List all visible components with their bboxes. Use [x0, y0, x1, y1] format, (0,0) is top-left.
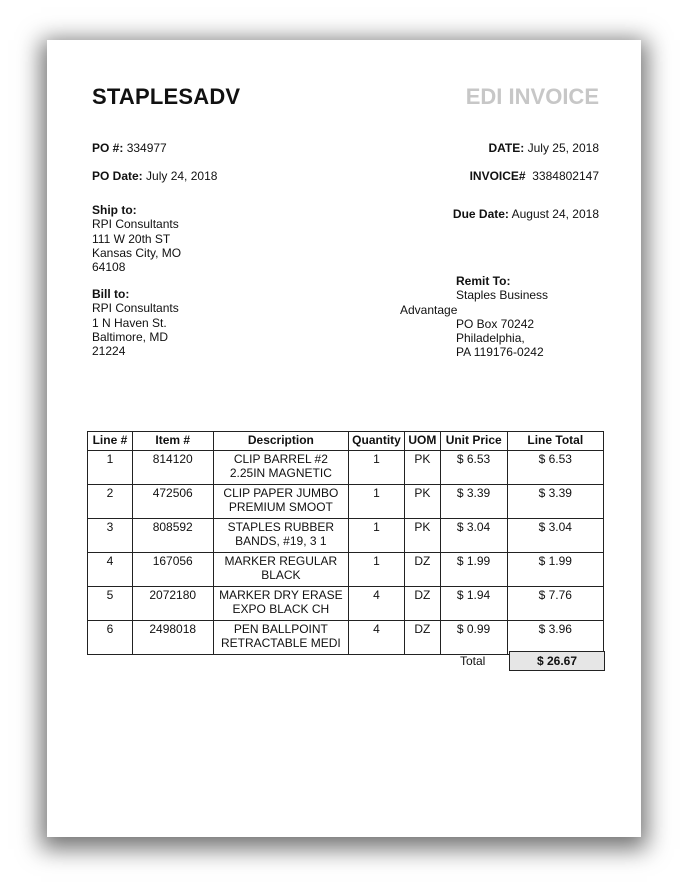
line-number-cell: 4: [88, 553, 133, 587]
bill-to-line: Baltimore, MD: [92, 329, 169, 344]
item-number-cell: 167056: [132, 553, 213, 587]
bill-to-line: 1 N Haven St.: [92, 315, 167, 330]
po-date-value: July 24, 2018: [146, 169, 218, 183]
remit-to-line: Philadelphia,: [456, 331, 525, 346]
invoice-number-value: 3384802147: [532, 169, 599, 183]
po-number-label: PO #:: [92, 141, 124, 155]
item-number-cell: 814120: [132, 451, 213, 485]
description-line: PREMIUM SMOOT: [228, 500, 333, 514]
quantity-cell: 1: [349, 553, 405, 587]
uom-cell: DZ: [404, 587, 440, 621]
unit-price-cell: $ 0.99: [440, 621, 507, 655]
description-line: BANDS, #19, 3 1: [235, 534, 327, 548]
item-number-cell: 808592: [132, 519, 213, 553]
unit-price-cell: $ 1.99: [440, 553, 507, 587]
invoice-page: [47, 40, 641, 837]
description-cell: [213, 621, 349, 655]
line-number-cell: 3: [88, 519, 133, 553]
item-number-cell: 2072180: [132, 587, 213, 621]
item-number-cell: 472506: [132, 485, 213, 519]
bill-to-block: [92, 287, 292, 358]
line-total-cell: $ 3.04: [507, 519, 603, 553]
uom-cell: PK: [404, 451, 440, 485]
table-row: [88, 451, 604, 485]
column-header: Quantity: [349, 432, 405, 451]
line-number-cell: 1: [88, 451, 133, 485]
quantity-cell: 1: [349, 519, 405, 553]
ship-to-line: RPI Consultants: [92, 217, 179, 232]
column-header: Unit Price: [440, 432, 507, 451]
po-number-value: 334977: [126, 141, 167, 155]
invoice-date-label: DATE:: [488, 141, 525, 155]
line-number-cell: 2: [88, 485, 133, 519]
description-line: MARKER DRY ERASE: [219, 588, 343, 602]
invoice-date: [488, 141, 599, 155]
column-header: UOM: [404, 432, 440, 451]
ship-to-line: 64108: [92, 260, 126, 275]
quantity-cell: 1: [349, 485, 405, 519]
item-number-cell: 2498018: [132, 621, 213, 655]
po-number: [92, 141, 167, 155]
line-number-cell: 5: [88, 587, 133, 621]
unit-price-cell: $ 3.04: [440, 519, 507, 553]
document-title: EDI INVOICE: [465, 84, 599, 109]
remit-to-label: Remit To:: [456, 274, 511, 288]
description-cell: [213, 587, 349, 621]
line-number-cell: 6: [88, 621, 133, 655]
remit-to-line: PO Box 70242: [456, 316, 535, 331]
table-row: [88, 519, 604, 553]
column-header: Description: [213, 432, 349, 451]
ship-to-line: 111 W 20th ST: [92, 231, 171, 246]
unit-price-cell: $ 3.39: [440, 485, 507, 519]
description-cell: [213, 519, 349, 553]
description-line: CLIP PAPER JUMBO: [223, 486, 339, 500]
line-total-cell: $ 1.99: [507, 553, 603, 587]
bill-to-label: Bill to:: [92, 287, 130, 301]
ship-to-block: [92, 203, 292, 274]
due-date-label: Due Date:: [452, 207, 509, 221]
remit-to-line: PA 119176-0242: [456, 345, 544, 360]
column-header: Line #: [88, 432, 133, 451]
description-line: MARKER REGULAR: [224, 554, 338, 568]
description-line: EXPO BLACK CH: [232, 602, 330, 616]
quantity-cell: 4: [349, 587, 405, 621]
description-line: PEN BALLPOINT: [233, 622, 328, 636]
description-line: RETRACTABLE MEDI: [220, 636, 341, 650]
table-row: [88, 485, 604, 519]
table-row: [88, 621, 604, 655]
uom-cell: DZ: [404, 621, 440, 655]
invoice-number: [470, 169, 599, 183]
description-line: 2.25IN MAGNETIC: [229, 466, 332, 480]
quantity-cell: 1: [349, 451, 405, 485]
description-line: CLIP BARREL #2: [233, 452, 328, 466]
column-header: Item #: [132, 432, 213, 451]
line-items-table: [87, 431, 604, 655]
remit-to-block: [400, 274, 620, 360]
description-cell: [213, 485, 349, 519]
column-header: Line Total: [507, 432, 603, 451]
description-cell: [213, 553, 349, 587]
ship-to-line: Kansas City, MO: [92, 245, 182, 260]
description-cell: [213, 451, 349, 485]
description-line: STAPLES RUBBER: [227, 520, 335, 534]
line-total-cell: $ 7.76: [507, 587, 603, 621]
po-date-label: PO Date:: [92, 169, 143, 183]
quantity-cell: 4: [349, 621, 405, 655]
invoice-date-value: July 25, 2018: [527, 141, 599, 155]
remit-to-line: Staples Business: [456, 288, 549, 303]
po-date: [92, 169, 217, 183]
bill-to-line: 21224: [92, 344, 126, 359]
unit-price-cell: $ 1.94: [440, 587, 507, 621]
remit-to-line: Advantage: [400, 302, 458, 317]
description-line: BLACK: [261, 568, 301, 582]
due-date-value: August 24, 2018: [511, 207, 599, 221]
uom-cell: DZ: [404, 553, 440, 587]
line-total-cell: $ 6.53: [507, 451, 603, 485]
total-label: Total: [460, 654, 486, 668]
line-total-cell: $ 3.39: [507, 485, 603, 519]
ship-to-label: Ship to:: [92, 203, 137, 217]
bill-to-line: RPI Consultants: [92, 301, 179, 316]
line-total-cell: $ 3.96: [507, 621, 603, 655]
table-header-row: [88, 432, 604, 451]
due-date: [453, 207, 599, 221]
uom-cell: PK: [404, 485, 440, 519]
vendor-name: STAPLESADV: [92, 84, 241, 109]
unit-price-cell: $ 6.53: [440, 451, 507, 485]
invoice-number-label: INVOICE#: [469, 169, 526, 183]
table-row: [88, 553, 604, 587]
invoice-total: $ 26.67: [509, 651, 605, 671]
uom-cell: PK: [404, 519, 440, 553]
table-row: [88, 587, 604, 621]
